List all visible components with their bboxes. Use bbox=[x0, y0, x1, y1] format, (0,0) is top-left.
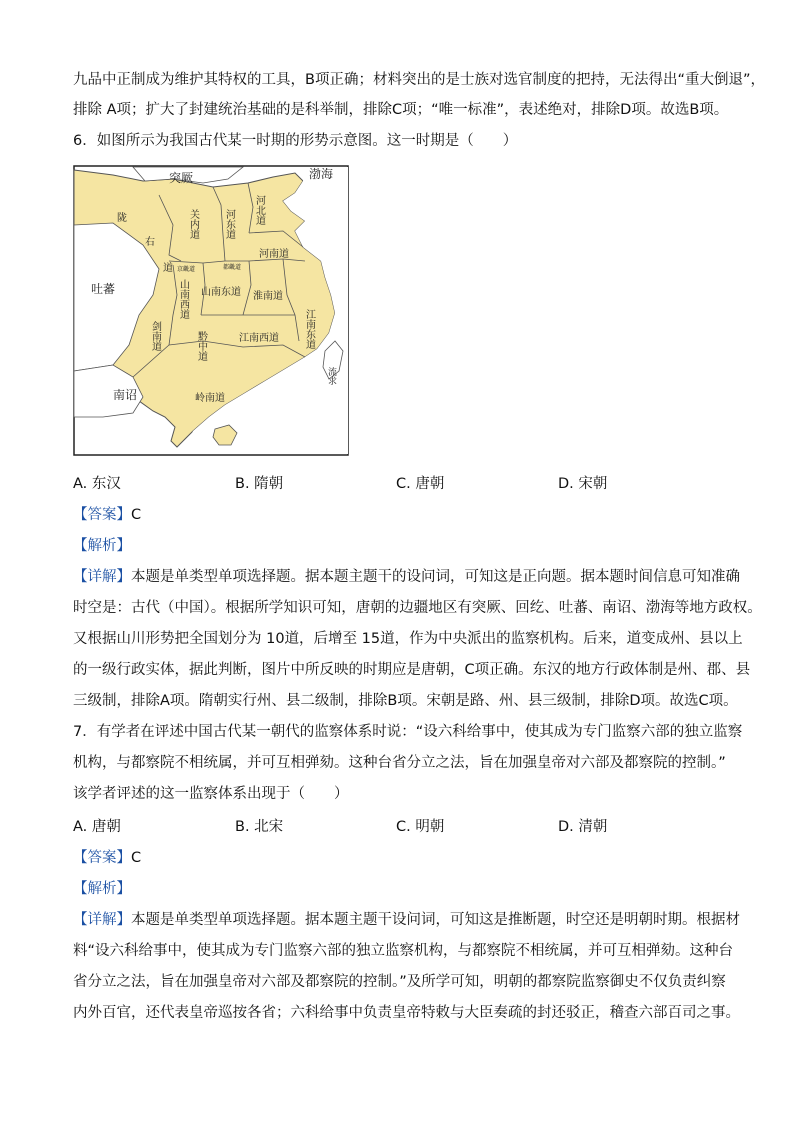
label-shannanxi: 山南西道 bbox=[177, 279, 189, 319]
label-jingji: 京畿道 bbox=[177, 266, 196, 273]
q7-option-a: A. 唐朝 bbox=[73, 819, 121, 835]
q7-stem-line-3: 该学者评述的这一监察体系出现于（ ） bbox=[73, 786, 349, 802]
q6-detail-line-3: 又根据山川形势把全国划分为 10道，后增至 15道，作为中央派出的监察机构。后来，道变成州、县以上 bbox=[73, 631, 743, 647]
label-hedong: 河东道 bbox=[223, 209, 235, 239]
q6-detail-line-5: 三级制，排除A项。隋朝实行州、县二级制，排除B项。宋朝是路、州、县三级制，排除D项。故选C项。 bbox=[73, 693, 738, 709]
q7-option-d: D. 清朝 bbox=[558, 819, 608, 835]
label-you: 右 bbox=[145, 237, 155, 248]
tang-map bbox=[73, 165, 349, 456]
label-jiannan: 剑南道 bbox=[149, 321, 161, 351]
q6-detail-line-2: 时空是：古代（中国）。根据所学知识可知，唐朝的边疆地区有突厥、回纥、吐蕃、南诏、渤海等地方政权。 bbox=[73, 600, 762, 616]
q6-answer bbox=[73, 505, 141, 525]
q7-stem-line-1: 7．有学者在评述中国古代某一朝代的监察体系时说：“设六科给事中，使其成为专门监察六部的独立监察 bbox=[73, 724, 743, 740]
label-longyou-dao: 道 bbox=[163, 263, 173, 274]
prev-explanation-line-1: 九品中正制成为维护其特权的工具，B项正确；材料突出的是士族对选官制度的把持，无法得出“重大倒退”， bbox=[73, 72, 765, 88]
q7-option-b: B. 北宋 bbox=[235, 819, 284, 835]
q6-option-d: D. 宋朝 bbox=[558, 476, 608, 492]
label-jiangnanxi: 江南西道 bbox=[239, 333, 279, 344]
label-nanzhao: 南诏 bbox=[113, 388, 138, 402]
label-huainan: 淮南道 bbox=[253, 291, 283, 302]
label-duji: 都畿道 bbox=[223, 264, 242, 271]
q7-stem-line-2: 机构，与都察院不相统属，并可互相弹劾。这种台省分立之法，旨在加强皇帝对六部及都察院的控制。” bbox=[73, 755, 726, 771]
q7-detail-line-1: 【详解】本题是单类型单项选择题。据本题主题干设问词，可知这是推断题，时空还是明朝时期。根据材 bbox=[73, 912, 740, 928]
label-shannandong: 山南东道 bbox=[201, 287, 241, 298]
q6-detail-line-1: 【详解】本题是单类型单项选择题。据本题主题干的设问词，可知这是正向题。据本题时间信息可知准确 bbox=[73, 569, 740, 585]
label-long: 陇 bbox=[117, 213, 127, 224]
prev-explanation-line-2: 排除 A项；扩大了封建统治基础的是科举制，排除C项；“唯一标准”，表述绝对，排除D项。故选B项。 bbox=[73, 102, 729, 118]
q7-detail-line-4: 内外百官，还代表皇帝巡按各省；六科给事中负责皇帝特敕与大臣奏疏的封还驳正，稽查六部百司之事。 bbox=[73, 1005, 740, 1021]
label-jiangnandong: 江南东道 bbox=[303, 309, 315, 349]
q6-analysis-tag: 【解析】 bbox=[73, 538, 131, 554]
q7-option-c: C. 明朝 bbox=[396, 819, 445, 835]
label-liuqiu: 流求 bbox=[326, 367, 336, 385]
answer-tag: 【答案】 bbox=[73, 850, 131, 866]
q6-option-b: B. 隋朝 bbox=[235, 476, 284, 492]
q6-detail-line-4: 的一级行政实体，据此判断，图片中所反映的时期应是唐朝，C项正确。东汉的地方行政体制是州、郡、县 bbox=[73, 662, 751, 678]
label-lingnan: 岭南道 bbox=[195, 393, 225, 404]
q7-answer bbox=[73, 848, 141, 868]
label-tujue: 突厥 bbox=[169, 171, 194, 185]
q6-option-c: C. 唐朝 bbox=[396, 476, 445, 492]
answer-value: C bbox=[131, 507, 142, 523]
label-tubo: 吐蕃 bbox=[91, 282, 116, 296]
label-guannei: 关内道 bbox=[187, 209, 199, 239]
answer-value: C bbox=[131, 850, 142, 866]
q7-detail-line-3: 省分立之法，旨在加强皇帝对六部及都察院的控制。”及所学可知，明朝的都察院监察御史不仅负责纠察 bbox=[73, 974, 726, 990]
label-hebei: 河北道 bbox=[253, 195, 265, 225]
label-henan: 河南道 bbox=[259, 249, 289, 260]
q6-stem: 6．如图所示为我国古代某一时期的形势示意图。这一时期是（ ） bbox=[73, 133, 518, 149]
detail-tag: 【详解】 bbox=[73, 569, 131, 585]
q7-analysis-tag: 【解析】 bbox=[73, 881, 131, 897]
label-qianzhong: 黔中道 bbox=[195, 331, 207, 361]
detail-tag: 【详解】 bbox=[73, 912, 131, 928]
q7-detail-line-2: 料“设六科给事中，使其成为专门监察六部的独立监察机构，与都察院不相统属，并可互相弹劾。这种台 bbox=[73, 943, 734, 959]
answer-tag: 【答案】 bbox=[73, 507, 131, 523]
label-bohai: 渤海 bbox=[309, 167, 334, 181]
q6-option-a: A. 东汉 bbox=[73, 476, 121, 492]
